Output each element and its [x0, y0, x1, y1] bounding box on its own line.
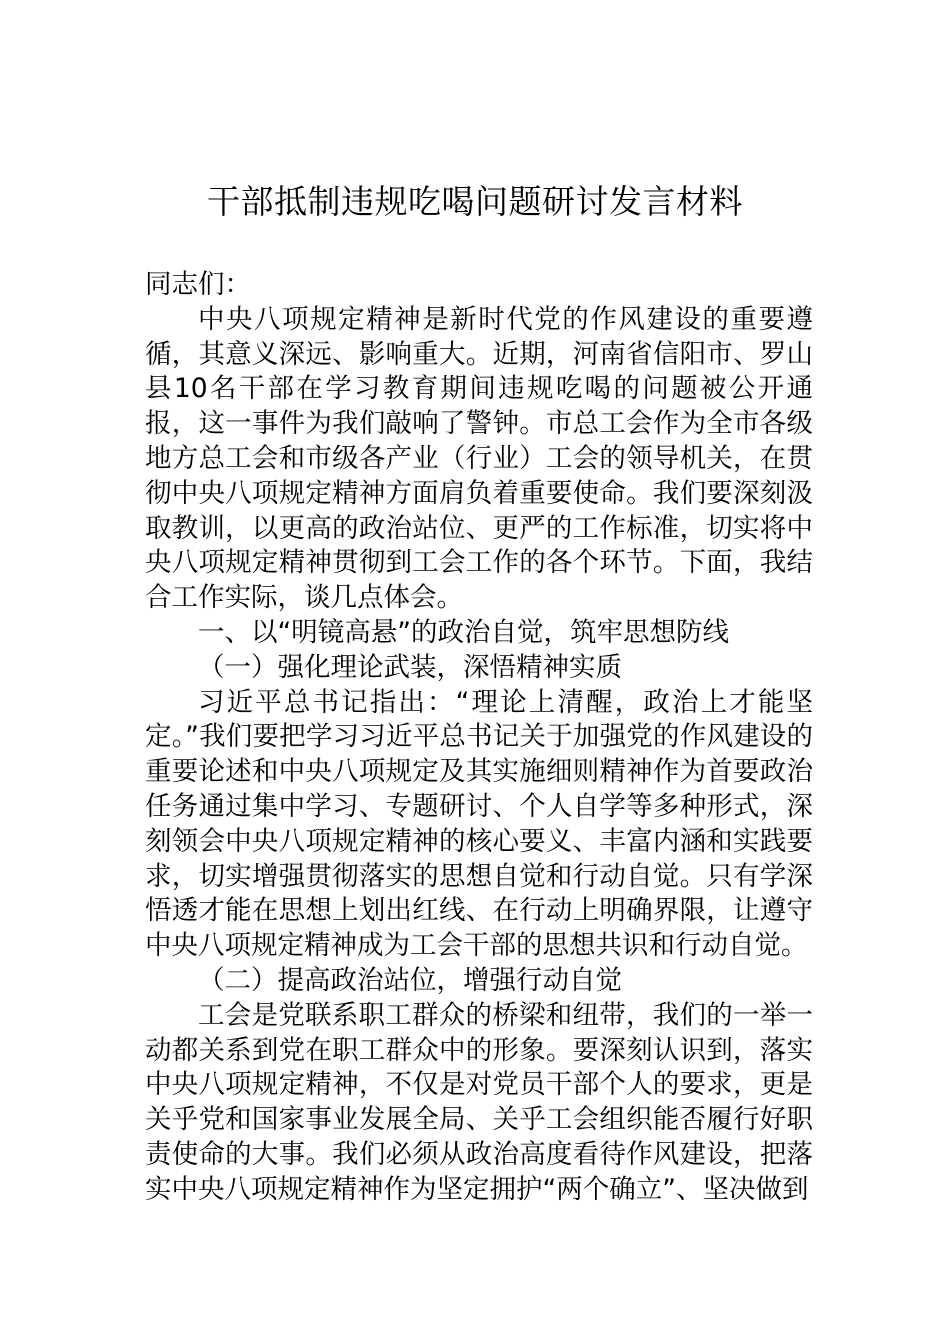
document-body: [145, 268, 813, 1208]
salutation: 同志们：: [145, 269, 251, 300]
paragraph-theory: 习近平总书记指出：“理论上清醒，政治上才能坚定。”我们要把学习习近平总书记关于加强党的作风建设的重要论述和中央八项规定及其实施细则精神作为首要政治任务通过集中学习、专题研讨、个人自学等多种形式，深刻领会中央八项规定精神的核心要义、丰富内涵和实践要求，切实增强贯彻落实的思想自觉和行动自觉。只有学深悟透才能在思想上划出红线、在行动上明确界限，让遵守中央八项规定精神成为工会干部的思想共识和行动自觉。: [145, 686, 813, 962]
paragraph-intro: 中央八项规定精神是新时代党的作风建设的重要遵循，其意义深远、影响重大。近期，河南省信阳市、罗山县10名干部在学习教育期间违规吃喝的问题被公开通报，这一事件为我们敲响了警钟。市总工会作为全市各级地方总工会和市级各产业（行业）工会的领导机关，在贯彻中央八项规定精神方面肩负着重要使命。我们要深刻汲取教训，以更高的政治站位、更严的工作标准，切实将中央八项规定精神贯彻到工会工作的各个环节。下面，我结合工作实际，谈几点体会。: [145, 303, 813, 614]
subsection-heading-1: （一）强化理论武装，深悟精神实质: [198, 651, 622, 683]
document-title: 干部抵制违规吃喝问题研讨发言材料: [207, 182, 743, 221]
paragraph-political: 工会是党联系职工群众的桥梁和纽带，我们的一举一动都关系到党在职工群众中的形象。要深刻认识到，落实中央八项规定精神，不仅是对党员干部个人的要求，更是关乎党和国家事业发展全局、关乎工会组织能否履行好职责使命的大事。我们必须从政治高度看待作风建设，把落实中央八项规定精神作为坚定拥护“两个确立”、坚决做到: [145, 999, 813, 1205]
subsection-heading-2: （二）提高政治站位，增强行动自觉: [198, 964, 622, 996]
section-heading-1: 一、以“明镜高悬”的政治自觉，筑牢思想防线: [198, 616, 729, 648]
